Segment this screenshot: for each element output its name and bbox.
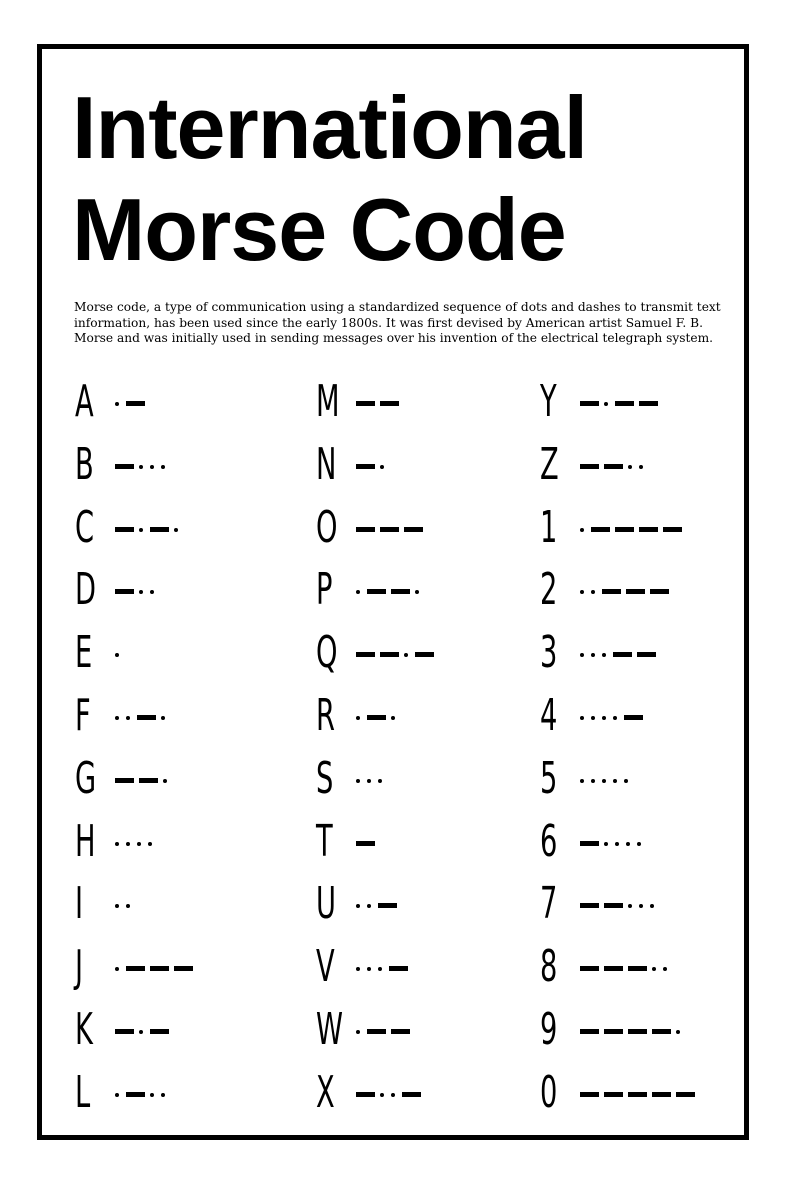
- dot-mark: [139, 465, 143, 469]
- dash-mark: [115, 589, 134, 594]
- morse-character: 8: [540, 941, 558, 993]
- dot-mark: [356, 779, 360, 783]
- dot-mark: [150, 465, 154, 469]
- dash-mark: [639, 401, 658, 406]
- dot-mark: [602, 716, 606, 720]
- dash-mark: [404, 527, 423, 532]
- morse-character: 7: [540, 878, 558, 930]
- dot-mark: [163, 779, 167, 783]
- dot-mark: [604, 842, 608, 846]
- dot-mark: [637, 842, 641, 846]
- morse-character: 3: [540, 627, 558, 679]
- dash-mark: [115, 527, 134, 532]
- morse-character: J: [75, 941, 84, 993]
- dash-mark: [639, 527, 658, 532]
- dash-mark: [356, 1092, 375, 1097]
- dash-mark: [378, 903, 397, 908]
- dash-mark: [356, 464, 375, 469]
- dash-mark: [615, 401, 634, 406]
- dot-mark: [380, 465, 384, 469]
- morse-character: N: [316, 438, 337, 490]
- dash-mark: [580, 464, 599, 469]
- morse-character: 2: [540, 564, 558, 616]
- morse-character: S: [316, 752, 334, 804]
- dash-mark: [580, 1029, 599, 1034]
- dash-mark: [174, 966, 193, 971]
- dash-mark: [402, 1092, 421, 1097]
- dash-mark: [652, 1029, 671, 1034]
- dot-mark: [676, 1030, 680, 1034]
- morse-character: P: [316, 564, 333, 616]
- dash-mark: [115, 1029, 134, 1034]
- dash-mark: [150, 966, 169, 971]
- dash-mark: [650, 589, 669, 594]
- dot-mark: [378, 779, 382, 783]
- dot-mark: [580, 528, 584, 532]
- dash-mark: [356, 652, 375, 657]
- morse-character: L: [75, 1066, 91, 1118]
- morse-character: Q: [316, 627, 338, 679]
- dash-mark: [356, 841, 375, 846]
- morse-character: Y: [540, 376, 557, 427]
- dot-mark: [580, 779, 584, 783]
- dot-mark: [139, 1030, 143, 1034]
- dash-mark: [615, 527, 634, 532]
- dash-mark: [139, 778, 158, 783]
- dash-mark: [663, 527, 682, 532]
- dot-mark: [391, 716, 395, 720]
- dot-mark: [624, 779, 628, 783]
- dash-mark: [380, 652, 399, 657]
- dash-mark: [652, 1092, 671, 1097]
- dash-mark: [391, 1029, 410, 1034]
- morse-character: 1: [540, 501, 558, 553]
- dash-mark: [628, 966, 647, 971]
- dot-mark: [380, 1093, 384, 1097]
- morse-character: A: [75, 376, 94, 427]
- dot-mark: [150, 1093, 154, 1097]
- morse-character: Z: [540, 438, 559, 490]
- dash-mark: [150, 1029, 169, 1034]
- dot-mark: [356, 1030, 360, 1034]
- dot-mark: [602, 779, 606, 783]
- morse-character: 6: [540, 815, 558, 867]
- morse-character: D: [75, 564, 97, 616]
- dash-mark: [628, 1092, 647, 1097]
- morse-character: G: [75, 752, 97, 804]
- dot-mark: [613, 716, 617, 720]
- dash-mark: [591, 527, 610, 532]
- dot-mark: [591, 716, 595, 720]
- dash-mark: [580, 401, 599, 406]
- dash-mark: [604, 1029, 623, 1034]
- dash-mark: [367, 1029, 386, 1034]
- dot-mark: [615, 842, 619, 846]
- dash-mark: [602, 589, 621, 594]
- dot-mark: [628, 465, 632, 469]
- dot-mark: [367, 779, 371, 783]
- dash-mark: [137, 715, 156, 720]
- dash-mark: [126, 966, 145, 971]
- dot-mark: [391, 1093, 395, 1097]
- dash-mark: [613, 652, 632, 657]
- dot-mark: [126, 842, 130, 846]
- morse-character: 5: [540, 752, 558, 804]
- dot-mark: [115, 842, 119, 846]
- dash-mark: [115, 778, 134, 783]
- dot-mark: [174, 528, 178, 532]
- morse-character: I: [75, 878, 84, 930]
- morse-character: W: [316, 1004, 343, 1055]
- dot-mark: [126, 716, 130, 720]
- dot-mark: [137, 842, 141, 846]
- dash-mark: [580, 903, 599, 908]
- dot-mark: [115, 1093, 119, 1097]
- title-line-1: International: [72, 78, 588, 177]
- dash-mark: [415, 652, 434, 657]
- morse-character: 0: [540, 1066, 558, 1118]
- dash-mark: [604, 1092, 623, 1097]
- dash-mark: [389, 966, 408, 971]
- morse-character: O: [316, 501, 338, 553]
- morse-character: E: [75, 627, 93, 679]
- dot-mark: [139, 528, 143, 532]
- dot-mark: [626, 842, 630, 846]
- dot-mark: [580, 716, 584, 720]
- dash-mark: [604, 966, 623, 971]
- dash-mark: [580, 966, 599, 971]
- morse-character: T: [316, 815, 333, 867]
- dot-mark: [613, 779, 617, 783]
- dash-mark: [150, 527, 169, 532]
- morse-character: V: [316, 941, 335, 993]
- dot-mark: [604, 402, 608, 406]
- dash-mark: [604, 903, 623, 908]
- morse-character: U: [316, 878, 336, 930]
- morse-character: X: [316, 1066, 335, 1118]
- dash-mark: [126, 1092, 145, 1097]
- dash-mark: [391, 589, 410, 594]
- morse-character: R: [316, 690, 335, 741]
- dot-mark: [356, 716, 360, 720]
- dash-mark: [380, 527, 399, 532]
- dash-mark: [580, 841, 599, 846]
- dash-mark: [676, 1092, 695, 1097]
- dash-mark: [115, 464, 134, 469]
- dot-mark: [591, 779, 595, 783]
- dot-mark: [161, 716, 165, 720]
- morse-character: 9: [540, 1004, 558, 1055]
- dash-mark: [624, 715, 643, 720]
- morse-character: H: [75, 815, 96, 867]
- dash-mark: [126, 401, 145, 406]
- morse-character: M: [316, 376, 340, 427]
- dash-mark: [628, 1029, 647, 1034]
- dash-mark: [626, 589, 645, 594]
- dot-mark: [115, 716, 119, 720]
- title-line-2: Morse Code: [72, 180, 566, 279]
- dot-mark: [115, 402, 119, 406]
- dot-mark: [161, 1093, 165, 1097]
- morse-character: 4: [540, 690, 558, 741]
- dash-mark: [367, 715, 386, 720]
- morse-character: C: [75, 501, 95, 553]
- dot-mark: [161, 465, 165, 469]
- dash-mark: [367, 589, 386, 594]
- dot-mark: [148, 842, 152, 846]
- dash-mark: [604, 464, 623, 469]
- morse-character: B: [75, 438, 94, 490]
- dash-mark: [637, 652, 656, 657]
- morse-character: K: [75, 1004, 93, 1055]
- description: Morse code, a type of communication using a standardized sequence of dots and dashes to transmit text information, has been used since the early 1800s. It was first devised by American artist Samuel F. B. Morse and was initially used in sending messages over his invention of the electrical telegraph system.: [74, 300, 721, 346]
- dot-mark: [639, 465, 643, 469]
- dash-mark: [356, 401, 375, 406]
- dash-mark: [380, 401, 399, 406]
- morse-character: F: [75, 690, 91, 741]
- dash-mark: [356, 527, 375, 532]
- dash-mark: [580, 1092, 599, 1097]
